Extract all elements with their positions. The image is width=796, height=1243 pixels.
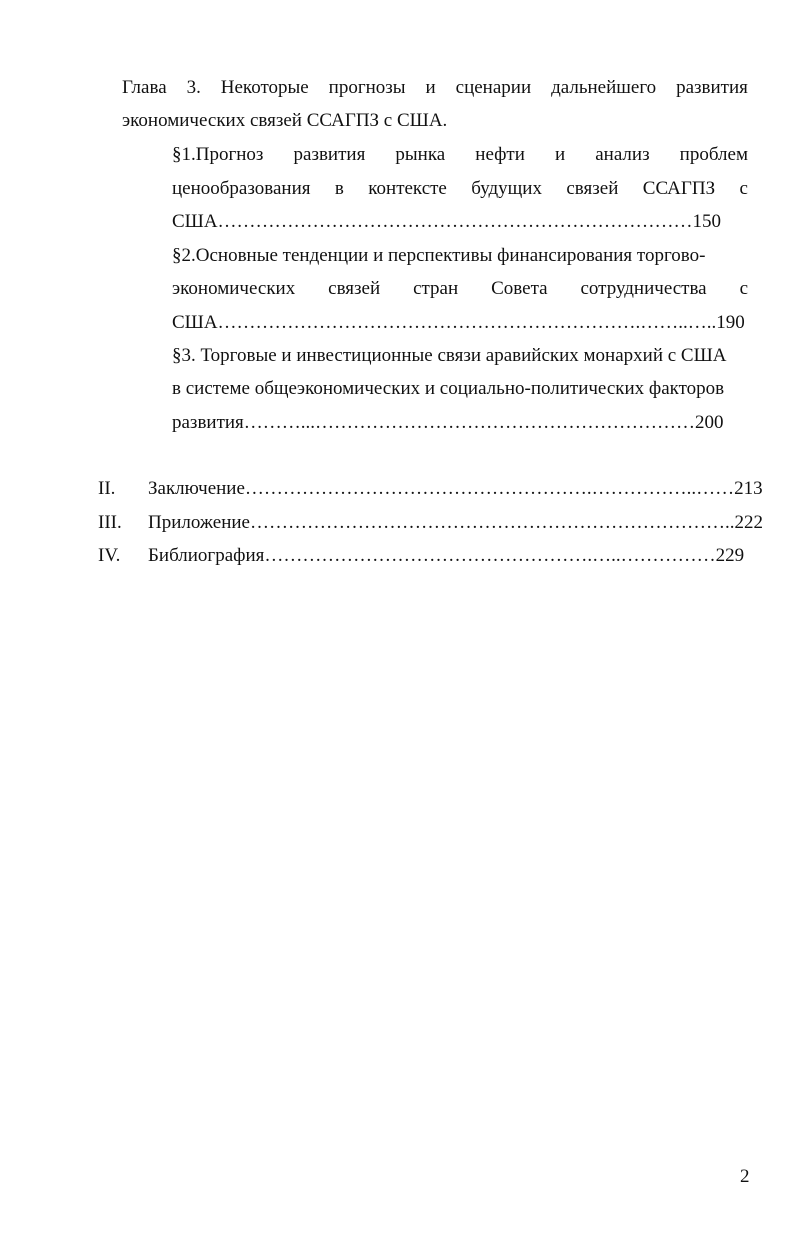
page-number: 2 [740, 1166, 750, 1187]
word: проблем [679, 144, 748, 165]
word: контексте [368, 178, 447, 199]
word: сотрудничества [580, 278, 707, 299]
word: развития [676, 77, 748, 98]
word: §1.Прогноз [172, 144, 264, 165]
toc-entry-text: Заключение……………………………………………….……………..……213 [148, 478, 763, 499]
word: дальнейшего [551, 77, 657, 98]
word: связей [566, 178, 619, 199]
section-1-line-1 [172, 143, 748, 167]
word: связей [328, 278, 381, 299]
section-3-line-1: §3. Торговые и инвестиционные связи аравийских монархий с США [172, 345, 727, 366]
word: анализ [595, 144, 650, 165]
section-2-line-3: США………………………………………………………….……..…..190 [172, 312, 745, 333]
toc-entry-bibliography [98, 544, 744, 568]
section-2-line-1: §2.Основные тенденции и перспективы финансирования торгово- [172, 245, 706, 266]
section-1-line-3: США…………………………………………………………………150 [172, 211, 722, 232]
word: нефти [475, 144, 525, 165]
word: развития [293, 144, 366, 165]
word: экономических [172, 278, 296, 299]
toc-entry-text: Приложение…………………………………………………………………..222 [148, 512, 763, 533]
word: сценарии [455, 77, 532, 98]
word: ценообразования [172, 178, 311, 199]
word: рынка [395, 144, 446, 165]
word: Некоторые [220, 77, 309, 98]
word: Глава [122, 77, 167, 98]
word: будущих [471, 178, 542, 199]
word: ССАГПЗ [642, 178, 716, 199]
toc-entry-conclusion [98, 477, 763, 501]
word: и [554, 144, 566, 165]
word: в [334, 178, 344, 199]
word: прогнозы [328, 77, 406, 98]
chapter-title-line-2: экономических связей ССАГПЗ с США. [122, 110, 448, 131]
section-2-line-2 [172, 277, 748, 301]
toc-entry-number: IV. [98, 545, 121, 566]
section-3-line-3: развития………...……………………………………………………200 [172, 412, 724, 433]
word: Совета [491, 278, 548, 299]
word: и [425, 77, 436, 98]
section-1-line-2 [172, 177, 748, 201]
word: стран [413, 278, 459, 299]
toc-entry-number: III. [98, 512, 122, 533]
toc-entry-text: Библиография…………………………………………….…..……………229 [148, 545, 745, 566]
chapter-title-line-1 [122, 76, 748, 100]
word: с [739, 278, 748, 299]
section-3-line-2: в системе общеэкономических и социально-политических факторов [172, 378, 725, 399]
word: с [739, 178, 748, 199]
word: 3. [186, 77, 201, 98]
toc-entry-number: II. [98, 478, 116, 499]
toc-entry-appendix [98, 511, 763, 535]
